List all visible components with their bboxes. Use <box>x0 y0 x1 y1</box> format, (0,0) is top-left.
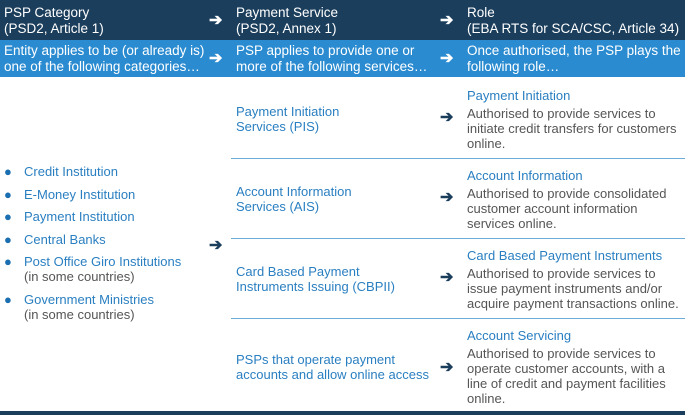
arrow-right-icon: ➔ <box>440 189 454 206</box>
subheader-service-line2: more of the following services… <box>236 59 428 74</box>
psp-category-list <box>4 164 181 329</box>
header-payment-service-subtitle: (PSD2, Annex 1) <box>236 21 337 36</box>
header-role-subtitle: (EBA RTS for SCA/CSC, Article 34) <box>467 21 680 36</box>
subheader-category-text <box>4 43 204 75</box>
category-label: Central Banks <box>24 231 106 247</box>
service-line: Services (PIS) <box>236 119 320 134</box>
category-item <box>4 232 181 247</box>
header-psp-category-title: PSP Category <box>4 5 90 20</box>
subheader-category-line1: Entity applies to be (or already is) <box>4 43 205 58</box>
bullet-icon: ● <box>4 209 12 224</box>
category-item <box>4 187 181 202</box>
service-line: Account Information <box>236 184 352 199</box>
header-payment-service <box>236 5 338 37</box>
arrow-right-icon: ➔ <box>440 50 454 67</box>
bottom-rule <box>0 411 685 415</box>
service-line: Payment Initiation <box>236 104 340 119</box>
service-line: Card Based Payment <box>236 264 360 279</box>
bullet-icon: ● <box>4 231 12 247</box>
bullet-icon: ● <box>4 291 12 307</box>
role-description: Authorised to provide services to initiate credit transfers for customers online. <box>467 106 677 151</box>
subheader-service-text <box>236 43 427 75</box>
category-label: Payment Institution <box>24 209 135 224</box>
service-line: Services (AIS) <box>236 199 320 214</box>
bullet-icon: ● <box>4 164 12 179</box>
arrow-right-icon: ➔ <box>209 237 223 254</box>
arrow-right-icon: ➔ <box>209 12 223 29</box>
header-payment-service-title: Payment Service <box>236 5 339 20</box>
bullet-icon: ● <box>4 186 12 202</box>
service-line: Instruments Issuing (CBPII) <box>236 279 395 294</box>
role-title: Account Servicing <box>467 328 572 343</box>
service-ais <box>236 184 352 214</box>
category-item <box>4 209 181 224</box>
header-role <box>467 5 679 37</box>
category-note: (in some countries) <box>24 269 135 284</box>
category-note: (in some countries) <box>24 306 135 322</box>
arrow-right-icon: ➔ <box>440 12 454 29</box>
service-line: PSPs that operate payment <box>236 352 395 367</box>
subheader-role-line1: Once authorised, the PSP plays the <box>467 43 681 58</box>
service-account-servicing <box>236 352 429 382</box>
role-title: Payment Initiation <box>467 88 571 103</box>
header-psp-category-subtitle: (PSD2, Article 1) <box>4 21 104 36</box>
role-description: Authorised to provide consolidated customer account information services online. <box>467 186 667 231</box>
service-cbpii <box>236 264 395 294</box>
category-label: E-Money Institution <box>24 186 136 202</box>
category-label: Government Ministries <box>24 291 155 307</box>
bullet-icon: ● <box>4 254 12 269</box>
category-label: Credit Institution <box>24 164 118 179</box>
category-label: Post Office Giro Institutions <box>24 254 182 269</box>
category-item <box>4 292 181 322</box>
category-item <box>4 164 181 179</box>
role-description: Authorised to provide services to operate customer accounts, with a line of credit and payment facilities online. <box>467 346 666 406</box>
service-pis <box>236 104 339 134</box>
role-description: Authorised to provide services to issue payment instruments and/or acquire payment transactions online. <box>467 266 679 311</box>
role-title: Card Based Payment Instruments <box>467 248 663 263</box>
arrow-right-icon: ➔ <box>209 50 223 67</box>
arrow-right-icon: ➔ <box>440 109 454 126</box>
header-role-title: Role <box>467 5 495 20</box>
row-divider <box>231 318 685 319</box>
subheader-service-line1: PSP applies to provide one or <box>236 43 415 58</box>
header-psp-category <box>4 5 104 37</box>
service-line: accounts and allow online access <box>236 367 429 382</box>
role-title: Account Information <box>467 168 583 183</box>
row-divider <box>231 158 685 159</box>
row-divider <box>231 238 685 239</box>
arrow-right-icon: ➔ <box>440 359 454 376</box>
arrow-right-icon: ➔ <box>440 269 454 286</box>
subheader-role-text <box>467 43 681 75</box>
category-item <box>4 254 181 284</box>
subheader-category-line2: one of the following categories… <box>4 59 200 74</box>
subheader-role-line2: following role… <box>467 59 560 74</box>
